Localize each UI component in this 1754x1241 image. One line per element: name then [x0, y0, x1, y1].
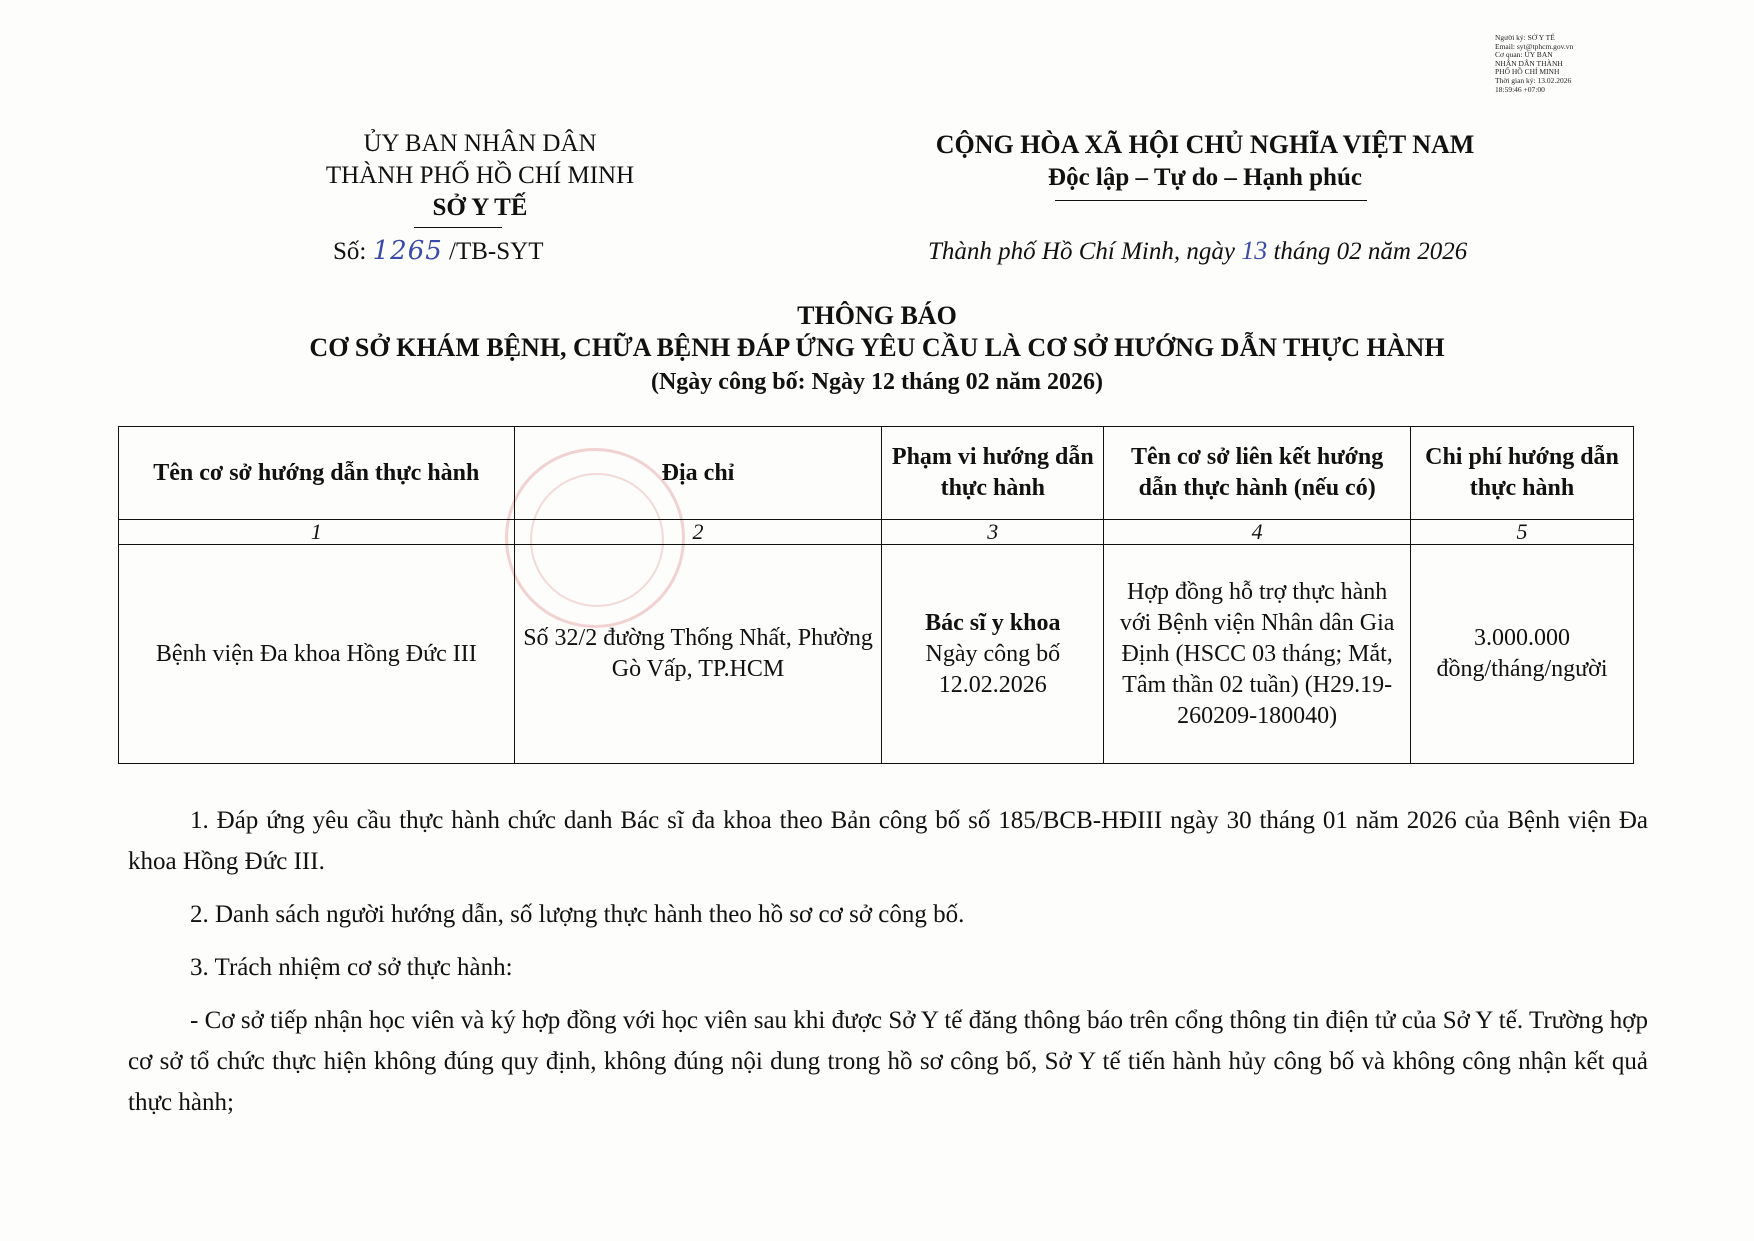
document-number-prefix: Số: [333, 238, 367, 265]
table-index-cell: 2 [514, 520, 882, 545]
document-titles [0, 300, 1754, 400]
issuer-org: SỞ Y TẾ [432, 194, 528, 221]
facility-name-cell: Bệnh viện Đa khoa Hồng Đức III [119, 545, 515, 764]
table-header-row [119, 427, 1634, 520]
table-index-cell: 3 [882, 520, 1104, 545]
signature-line: PHỐ HỒ CHÍ MINH [1495, 67, 1560, 77]
issuer-line-1: ỦY BAN NHÂN DÂN [363, 130, 597, 157]
document-number-handwritten: 1265 [372, 236, 443, 266]
place-date-prefix: Thành phố Hồ Chí Minh, ngày [928, 238, 1235, 265]
signature-line: Email: syt@tphcm.gov.vn [1495, 41, 1574, 51]
national-motto: Độc lập – Tự do – Hạnh phúc [1048, 164, 1362, 191]
place-date-day-handwritten: 13 [1241, 236, 1268, 265]
scope-date-label: Ngày công bố [925, 640, 1061, 667]
signature-line: Cơ quan: ỦY BAN [1495, 50, 1553, 60]
table-index-cell: 5 [1411, 520, 1634, 545]
table-header-cell: Phạm vi hướng dẫn thực hành [882, 427, 1104, 520]
announce-date: (Ngày công bố: Ngày 12 tháng 02 năm 2026) [650, 369, 1103, 395]
body-paragraph-1: 1. Đáp ứng yêu cầu thực hành chức danh Bác sĩ đa khoa theo Bản công bố số 185/BCB-HĐIII ngày 30 tháng 01 năm 2026 của Bệnh viện Đa khoa Hồng Đức III. [128, 807, 1648, 875]
table-index-row [119, 520, 1634, 545]
cost-amount: 3.000.000 [1474, 625, 1570, 651]
nation-name: CỘNG HÒA XÃ HỘI CHỦ NGHĨA VIỆT NAM [935, 130, 1475, 159]
scope-date: 12.02.2026 [938, 671, 1047, 698]
facility-table [118, 426, 1634, 764]
issuer-underline [414, 227, 502, 228]
place-date [928, 236, 1467, 266]
place-date-suffix: tháng 02 năm 2026 [1273, 238, 1468, 265]
linked-facility-cell: Hợp đồng hỗ trợ thực hành với Bệnh viện Nhân dân Gia Định (HSCC 03 tháng; Mắt, Tâm thần 02 tuần) (H29.19-260209-180040) [1104, 545, 1411, 764]
issuer-line-2: THÀNH PHỐ HỒ CHÍ MINH [325, 162, 635, 189]
document-subtitle: CƠ SỞ KHÁM BỆNH, CHỮA BỆNH ĐÁP ỨNG YÊU CẦU LÀ CƠ SỞ HƯỚNG DẪN THỰC HÀNH [309, 333, 1445, 362]
signature-line: 18:59:46 +07:00 [1495, 84, 1545, 94]
motto-underline [1055, 200, 1367, 201]
document-title: THÔNG BÁO [797, 301, 957, 330]
table-header-cell: Tên cơ sở liên kết hướng dẫn thực hành (nếu có) [1104, 427, 1411, 520]
table-header-cell: Tên cơ sở hướng dẫn thực hành [119, 427, 515, 520]
table-index-cell: 4 [1104, 520, 1411, 545]
table-header-cell: Chi phí hướng dẫn thực hành [1411, 427, 1634, 520]
body-paragraph-3: 3. Trách nhiệm cơ sở thực hành: [190, 954, 513, 981]
address-cell: Số 32/2 đường Thống Nhất, Phường Gò Vấp, TP.HCM [514, 545, 882, 764]
issuer-header [240, 128, 720, 224]
signature-line: Thời gian ký: 13.02.2026 [1495, 75, 1572, 85]
table-row [119, 545, 1634, 764]
body-paragraph-2: 2. Danh sách người hướng dẫn, số lượng thực hành theo hồ sơ cơ sở công bố. [190, 901, 965, 928]
cost-cell [1411, 545, 1634, 764]
table-header-cell: Địa chỉ [514, 427, 882, 520]
signature-line: Người ký: SỞ Y TẾ [1495, 33, 1555, 42]
table-index-cell: 1 [119, 520, 515, 545]
national-header [880, 128, 1530, 194]
document-body [128, 800, 1648, 1135]
digital-signature-info [1495, 34, 1645, 94]
signature-line: NHÂN DÂN THÀNH [1495, 58, 1563, 68]
document-number-suffix: /TB-SYT [449, 238, 544, 265]
scope-title: Bác sĩ y khoa [925, 609, 1061, 636]
document-number [333, 236, 543, 266]
body-paragraph-4: - Cơ sở tiếp nhận học viên và ký hợp đồng với học viên sau khi được Sở Y tế đăng thông báo trên cổng thông tin điện tử của Sở Y tế. Trường hợp cơ sở tổ chức thực hiện không đúng quy định, không đúng nội dung trong hồ sơ công bố, Sở Y tế tiến hành hủy công bố và không công nhận kết quả thực hành; [128, 1007, 1648, 1116]
cost-unit: đồng/tháng/người [1436, 656, 1608, 682]
scope-cell [882, 545, 1104, 764]
